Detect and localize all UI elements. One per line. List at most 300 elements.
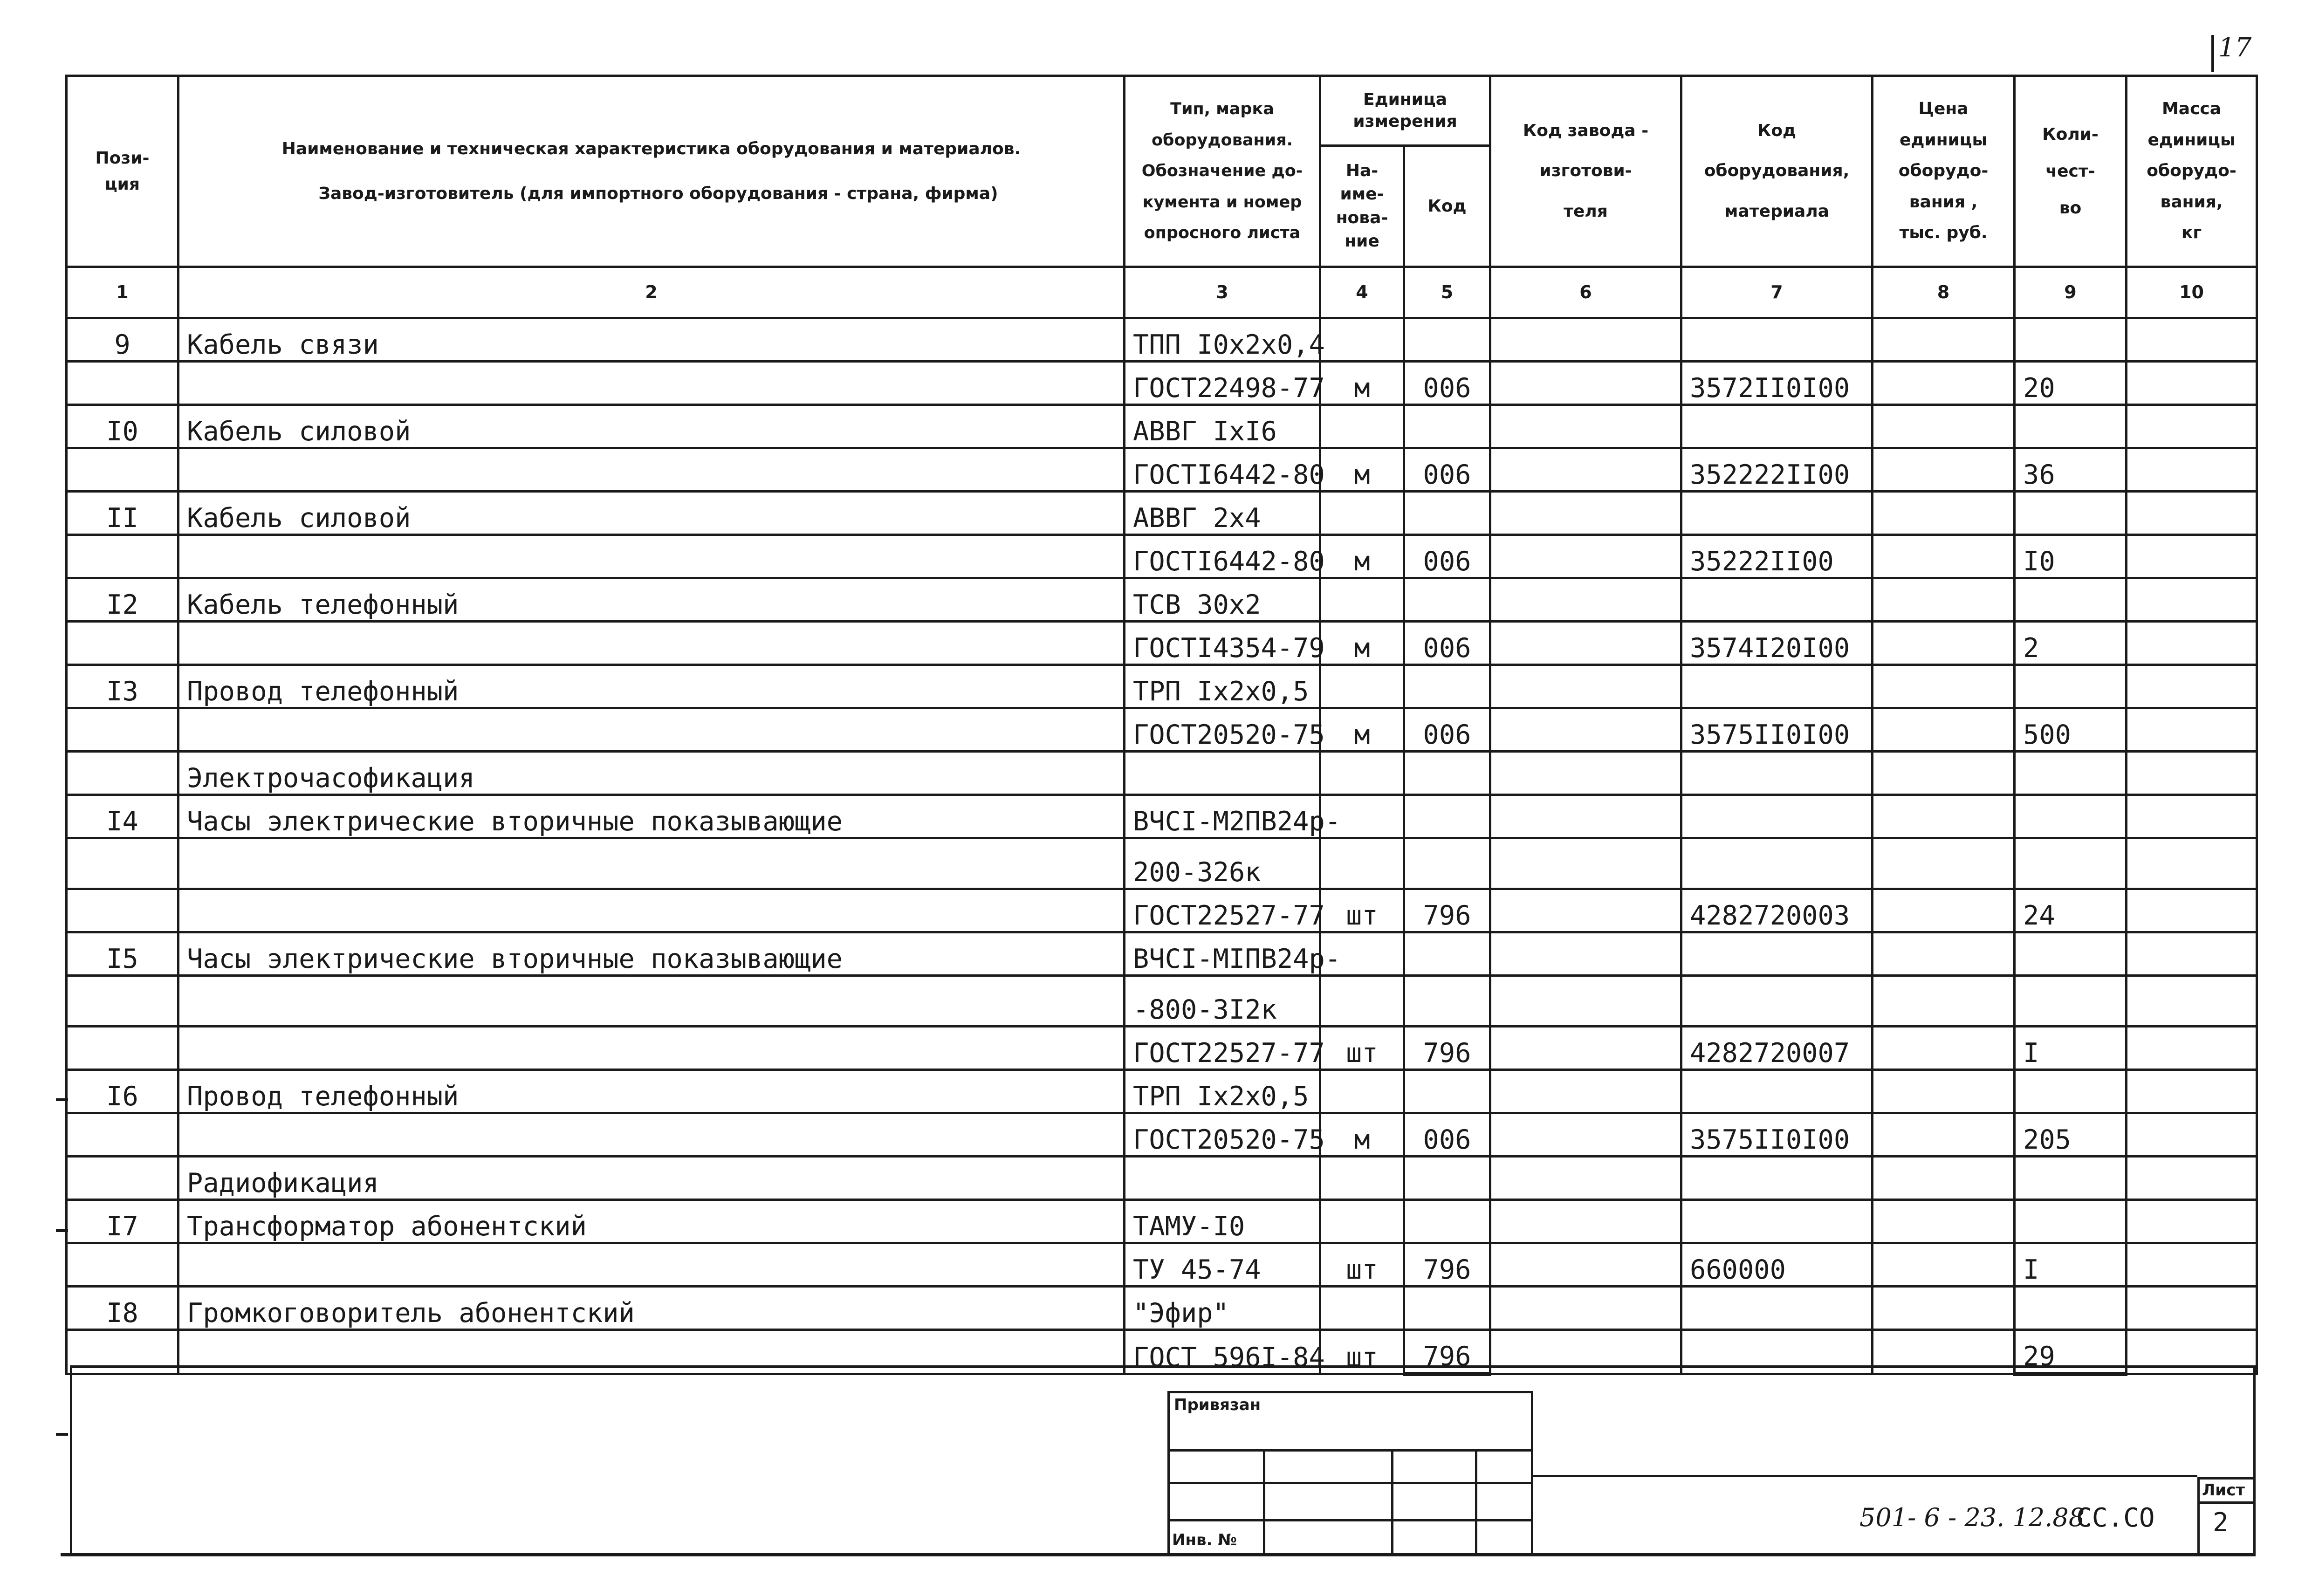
position-cell bbox=[67, 752, 178, 795]
equipment-code-cell: 35222II00 bbox=[1681, 535, 1873, 578]
header-price: Цена единицы оборудо- вания , тыс. руб. bbox=[1873, 76, 2015, 267]
price-cell bbox=[1873, 1157, 2015, 1200]
plant-code-cell bbox=[1490, 665, 1681, 708]
binding-cell bbox=[1263, 1449, 1393, 1484]
unit-code-cell: 796 bbox=[1404, 1243, 1490, 1287]
position-cell bbox=[67, 1243, 178, 1287]
price-cell bbox=[1873, 932, 2015, 976]
unit-name-cell bbox=[1320, 1157, 1404, 1200]
type-cell bbox=[1125, 752, 1320, 795]
type-cell: АВВГ IxI6 bbox=[1125, 405, 1320, 448]
equipment-code-cell: 4282720007 bbox=[1681, 1027, 1873, 1070]
unit-code-cell: 006 bbox=[1404, 362, 1490, 405]
position-cell: I7 bbox=[67, 1200, 178, 1243]
item-name: Часы электрические вторичные показывающие bbox=[178, 932, 1125, 976]
quantity-cell bbox=[2015, 1200, 2127, 1243]
header-name-line1: Наименование и техническая характеристика оборудования и материалов. bbox=[281, 139, 1021, 158]
position-cell bbox=[67, 889, 178, 932]
quantity-cell bbox=[2015, 1070, 2127, 1113]
header-equipment-code: Код оборудования, материала bbox=[1681, 76, 1873, 267]
item-name bbox=[178, 1027, 1125, 1070]
binding-cell bbox=[1263, 1482, 1393, 1521]
mass-cell bbox=[2127, 1243, 2257, 1287]
plant-code-cell bbox=[1490, 932, 1681, 976]
section-title: Электрочасофикация bbox=[178, 752, 1125, 795]
price-cell bbox=[1873, 535, 2015, 578]
unit-code-cell bbox=[1404, 492, 1490, 535]
equipment-code-cell bbox=[1681, 932, 1873, 976]
equipment-code-cell bbox=[1681, 318, 1873, 362]
plant-code-cell bbox=[1490, 1287, 1681, 1330]
unit-name-cell bbox=[1320, 1287, 1404, 1330]
type-cell: ВЧСI-МIПВ24р- bbox=[1125, 932, 1320, 976]
unit-code-cell bbox=[1404, 838, 1490, 889]
table-row bbox=[67, 838, 2257, 889]
position-cell bbox=[67, 448, 178, 492]
unit-code-cell bbox=[1404, 1157, 1490, 1200]
unit-name-cell bbox=[1320, 1070, 1404, 1113]
document-code: 501- 6 - 23. 12.88. bbox=[1859, 1503, 2093, 1532]
header-name bbox=[178, 76, 1125, 267]
plant-code-cell bbox=[1490, 1113, 1681, 1157]
sheet-corner-mark: 17 bbox=[2218, 33, 2252, 63]
header-mass: Масса единицы оборудо- вания, кг bbox=[2127, 76, 2257, 267]
position-cell: I0 bbox=[67, 405, 178, 448]
mass-cell bbox=[2127, 1200, 2257, 1243]
unit-name-cell bbox=[1320, 752, 1404, 795]
position-cell: I4 bbox=[67, 795, 178, 838]
type-cell: 200-326к bbox=[1125, 838, 1320, 889]
mass-cell bbox=[2127, 932, 2257, 976]
quantity-cell bbox=[2015, 492, 2127, 535]
table-row bbox=[67, 362, 2257, 405]
equipment-code-cell: 4282720003 bbox=[1681, 889, 1873, 932]
position-cell bbox=[67, 622, 178, 665]
sheet-box-divider bbox=[2197, 1501, 2256, 1504]
position-cell: I6 bbox=[67, 1070, 178, 1113]
bottom-rule bbox=[61, 1553, 2256, 1556]
equipment-code-cell bbox=[1681, 976, 1873, 1027]
mass-cell bbox=[2127, 795, 2257, 838]
quantity-cell bbox=[2015, 838, 2127, 889]
item-name bbox=[178, 448, 1125, 492]
unit-code-cell bbox=[1404, 318, 1490, 362]
equipment-code-cell: 3572II0I00 bbox=[1681, 362, 1873, 405]
type-cell: ТАМУ-I0 bbox=[1125, 1200, 1320, 1243]
plant-code-cell bbox=[1490, 838, 1681, 889]
price-cell bbox=[1873, 889, 2015, 932]
position-cell: I2 bbox=[67, 578, 178, 622]
table-row bbox=[67, 405, 2257, 448]
unit-name-cell: м bbox=[1320, 708, 1404, 752]
column-number: 7 bbox=[1681, 267, 1873, 318]
mass-cell bbox=[2127, 492, 2257, 535]
specification-body bbox=[67, 318, 2257, 1374]
type-cell: -800-3I2к bbox=[1125, 976, 1320, 1027]
quantity-cell: I bbox=[2015, 1243, 2127, 1287]
column-number: 5 bbox=[1404, 267, 1490, 318]
table-row bbox=[67, 318, 2257, 362]
bound-label: Привязан bbox=[1174, 1396, 1261, 1414]
item-name bbox=[178, 535, 1125, 578]
mass-cell bbox=[2127, 578, 2257, 622]
item-name: Трансформатор абонентский bbox=[178, 1200, 1125, 1243]
position-cell bbox=[67, 708, 178, 752]
equipment-code-cell bbox=[1681, 578, 1873, 622]
type-cell: ТРП Ix2x0,5 bbox=[1125, 1070, 1320, 1113]
header-plant-code: Код завода - изготови- теля bbox=[1490, 76, 1681, 267]
plant-code-cell bbox=[1490, 318, 1681, 362]
section-title: Радиофикация bbox=[178, 1157, 1125, 1200]
table-row bbox=[67, 1243, 2257, 1287]
equipment-code-cell: 3575II0I00 bbox=[1681, 1113, 1873, 1157]
price-cell bbox=[1873, 1113, 2015, 1157]
mass-cell bbox=[2127, 535, 2257, 578]
header-unit-code: Код bbox=[1404, 146, 1490, 267]
mass-cell bbox=[2127, 362, 2257, 405]
margin-tick bbox=[56, 1433, 68, 1436]
unit-code-cell: 006 bbox=[1404, 622, 1490, 665]
unit-code-cell: 006 bbox=[1404, 448, 1490, 492]
unit-name-cell bbox=[1320, 578, 1404, 622]
plant-code-cell bbox=[1490, 976, 1681, 1027]
binding-cell bbox=[1475, 1519, 1533, 1556]
price-cell bbox=[1873, 318, 2015, 362]
sheet-number: 2 bbox=[2213, 1507, 2229, 1538]
item-name: Кабель силовой bbox=[178, 492, 1125, 535]
table-row bbox=[67, 665, 2257, 708]
price-cell bbox=[1873, 1070, 2015, 1113]
mass-cell bbox=[2127, 405, 2257, 448]
unit-name-cell: м bbox=[1320, 535, 1404, 578]
mass-cell bbox=[2127, 752, 2257, 795]
table-row bbox=[67, 1200, 2257, 1243]
quantity-cell bbox=[2015, 976, 2127, 1027]
equipment-code-cell: 3574I20I00 bbox=[1681, 622, 1873, 665]
binding-cell bbox=[1167, 1449, 1265, 1484]
unit-code-cell bbox=[1404, 405, 1490, 448]
item-name: Провод телефонный bbox=[178, 665, 1125, 708]
margin-tick bbox=[56, 1098, 68, 1101]
unit-name-cell: м bbox=[1320, 362, 1404, 405]
price-cell bbox=[1873, 976, 2015, 1027]
mass-cell bbox=[2127, 708, 2257, 752]
equipment-code-cell bbox=[1681, 1157, 1873, 1200]
equipment-code-cell bbox=[1681, 1070, 1873, 1113]
price-cell bbox=[1873, 708, 2015, 752]
unit-code-cell bbox=[1404, 1200, 1490, 1243]
unit-name-cell bbox=[1320, 976, 1404, 1027]
quantity-cell bbox=[2015, 1157, 2127, 1200]
column-number: 6 bbox=[1490, 267, 1681, 318]
quantity-cell bbox=[2015, 795, 2127, 838]
unit-code-cell bbox=[1404, 976, 1490, 1027]
margin-tick bbox=[56, 1229, 68, 1232]
header-type: Тип, марка оборудования. Обозначение до- кумента и номер опросного листа bbox=[1125, 76, 1320, 267]
price-cell bbox=[1873, 405, 2015, 448]
section-row bbox=[67, 1157, 2257, 1200]
column-number: 2 bbox=[178, 267, 1125, 318]
table-row bbox=[67, 708, 2257, 752]
plant-code-cell bbox=[1490, 448, 1681, 492]
type-cell: ТПП I0x2x0,4 bbox=[1125, 318, 1320, 362]
unit-code-cell: 796 bbox=[1404, 889, 1490, 932]
price-cell bbox=[1873, 795, 2015, 838]
mass-cell bbox=[2127, 976, 2257, 1027]
quantity-cell: 500 bbox=[2015, 708, 2127, 752]
quantity-cell: 2 bbox=[2015, 622, 2127, 665]
quantity-cell bbox=[2015, 932, 2127, 976]
plant-code-cell bbox=[1490, 708, 1681, 752]
position-cell: I8 bbox=[67, 1287, 178, 1330]
price-cell bbox=[1873, 622, 2015, 665]
plant-code-cell bbox=[1490, 1070, 1681, 1113]
binding-cell bbox=[1475, 1449, 1533, 1484]
position-cell: II bbox=[67, 492, 178, 535]
item-name: Кабель связи bbox=[178, 318, 1125, 362]
unit-code-cell bbox=[1404, 932, 1490, 976]
item-name bbox=[178, 1243, 1125, 1287]
plant-code-cell bbox=[1490, 1027, 1681, 1070]
price-cell bbox=[1873, 1027, 2015, 1070]
plant-code-cell bbox=[1490, 535, 1681, 578]
table-row bbox=[67, 1027, 2257, 1070]
unit-code-cell: 006 bbox=[1404, 535, 1490, 578]
position-cell bbox=[67, 1113, 178, 1157]
price-cell bbox=[1873, 665, 2015, 708]
unit-code-cell bbox=[1404, 752, 1490, 795]
equipment-code-cell bbox=[1681, 1200, 1873, 1243]
type-cell: ТРП Ix2x0,5 bbox=[1125, 665, 1320, 708]
table-row bbox=[67, 1113, 2257, 1157]
column-number: 1 bbox=[67, 267, 178, 318]
item-name bbox=[178, 976, 1125, 1027]
item-name bbox=[178, 622, 1125, 665]
price-cell bbox=[1873, 578, 2015, 622]
price-cell bbox=[1873, 838, 2015, 889]
type-cell: ТУ 45-74 bbox=[1125, 1243, 1320, 1287]
column-number: 9 bbox=[2015, 267, 2127, 318]
quantity-cell bbox=[2015, 1287, 2127, 1330]
table-row bbox=[67, 976, 2257, 1027]
mass-cell bbox=[2127, 1157, 2257, 1200]
table-row bbox=[67, 535, 2257, 578]
column-number: 10 bbox=[2127, 267, 2257, 318]
unit-name-cell bbox=[1320, 318, 1404, 362]
type-cell: ГОСТI6442-80 bbox=[1125, 535, 1320, 578]
sheet-label: Лист bbox=[2202, 1481, 2245, 1500]
unit-code-cell bbox=[1404, 1287, 1490, 1330]
position-cell bbox=[67, 976, 178, 1027]
item-name bbox=[178, 838, 1125, 889]
title-block-rule bbox=[1533, 1475, 2197, 1477]
equipment-code-cell bbox=[1681, 838, 1873, 889]
price-cell bbox=[1873, 1200, 2015, 1243]
unit-name-cell bbox=[1320, 838, 1404, 889]
equipment-code-cell: 3575II0I00 bbox=[1681, 708, 1873, 752]
unit-name-cell bbox=[1320, 405, 1404, 448]
column-number: 8 bbox=[1873, 267, 2015, 318]
unit-name-cell: м bbox=[1320, 448, 1404, 492]
quantity-cell: I0 bbox=[2015, 535, 2127, 578]
item-name: Громкоговоритель абонентский bbox=[178, 1287, 1125, 1330]
unit-name-cell bbox=[1320, 665, 1404, 708]
position-cell bbox=[67, 1157, 178, 1200]
position-cell bbox=[67, 362, 178, 405]
unit-code-cell bbox=[1404, 665, 1490, 708]
mass-cell bbox=[2127, 318, 2257, 362]
equipment-code-cell bbox=[1681, 1287, 1873, 1330]
price-cell bbox=[1873, 448, 2015, 492]
table-row bbox=[67, 795, 2257, 838]
item-name: Часы электрические вторичные показывающие bbox=[178, 795, 1125, 838]
plant-code-cell bbox=[1490, 622, 1681, 665]
item-name: Провод телефонный bbox=[178, 1070, 1125, 1113]
header-quantity: Коли- чест- во bbox=[2015, 76, 2127, 267]
type-cell: ВЧСI-М2ПВ24р- bbox=[1125, 795, 1320, 838]
header-unit-group: Единица измерения bbox=[1320, 76, 1490, 146]
unit-name-cell: м bbox=[1320, 622, 1404, 665]
table-row bbox=[67, 622, 2257, 665]
plant-code-cell bbox=[1490, 1243, 1681, 1287]
quantity-cell: 20 bbox=[2015, 362, 2127, 405]
table-row bbox=[67, 889, 2257, 932]
table-row bbox=[67, 448, 2257, 492]
mass-cell bbox=[2127, 665, 2257, 708]
plant-code-cell bbox=[1490, 1200, 1681, 1243]
binding-cell bbox=[1391, 1482, 1477, 1521]
item-name: Кабель телефонный bbox=[178, 578, 1125, 622]
quantity-cell: 36 bbox=[2015, 448, 2127, 492]
mass-cell bbox=[2127, 1027, 2257, 1070]
equipment-code-cell: 352222II00 bbox=[1681, 448, 1873, 492]
corner-tick-mark bbox=[2211, 35, 2214, 72]
section-row bbox=[67, 752, 2257, 795]
price-cell bbox=[1873, 362, 2015, 405]
unit-name-cell: шт bbox=[1320, 1330, 1404, 1374]
type-cell: ГОСТI6442-80 bbox=[1125, 448, 1320, 492]
plant-code-cell bbox=[1490, 405, 1681, 448]
mass-cell bbox=[2127, 448, 2257, 492]
position-cell: I3 bbox=[67, 665, 178, 708]
header-unit-name: На- име- нова- ние bbox=[1320, 146, 1404, 267]
table-row bbox=[67, 1070, 2257, 1113]
plant-code-cell bbox=[1490, 889, 1681, 932]
plant-code-cell bbox=[1490, 492, 1681, 535]
unit-code-cell: 796 bbox=[1404, 1027, 1490, 1070]
item-name: Кабель силовой bbox=[178, 405, 1125, 448]
price-cell bbox=[1873, 752, 2015, 795]
unit-code-cell bbox=[1404, 578, 1490, 622]
binding-cell bbox=[1475, 1482, 1533, 1521]
mass-cell bbox=[2127, 889, 2257, 932]
quantity-cell: 24 bbox=[2015, 889, 2127, 932]
mass-cell bbox=[2127, 1113, 2257, 1157]
mass-cell bbox=[2127, 622, 2257, 665]
unit-code-cell: 796 bbox=[1404, 1330, 1490, 1374]
type-cell: ГОСТ22498-77 bbox=[1125, 362, 1320, 405]
table-row bbox=[67, 578, 2257, 622]
position-cell bbox=[67, 838, 178, 889]
binding-cell bbox=[1263, 1519, 1393, 1556]
table-row bbox=[67, 492, 2257, 535]
binding-stamp bbox=[1167, 1391, 1533, 1556]
unit-code-cell: 006 bbox=[1404, 1113, 1490, 1157]
plant-code-cell bbox=[1490, 795, 1681, 838]
price-cell bbox=[1873, 1243, 2015, 1287]
binding-cell bbox=[1391, 1449, 1477, 1484]
equipment-code-cell bbox=[1681, 665, 1873, 708]
item-name bbox=[178, 362, 1125, 405]
mass-cell bbox=[2127, 1070, 2257, 1113]
equipment-code-cell bbox=[1681, 795, 1873, 838]
header-name-line2: Завод-изготовитель (для импортного оборудования - страна, фирма) bbox=[318, 184, 998, 203]
position-cell bbox=[67, 535, 178, 578]
type-cell: ГОСТ 596I-84 bbox=[1125, 1330, 1320, 1374]
price-cell bbox=[1873, 1287, 2015, 1330]
column-number-row bbox=[67, 267, 2257, 318]
quantity-cell: 205 bbox=[2015, 1113, 2127, 1157]
unit-name-cell: м bbox=[1320, 1113, 1404, 1157]
type-cell: ГОСТI4354-79 bbox=[1125, 622, 1320, 665]
type-cell bbox=[1125, 1157, 1320, 1200]
quantity-cell bbox=[2015, 405, 2127, 448]
plant-code-cell bbox=[1490, 578, 1681, 622]
plant-code-cell bbox=[1490, 362, 1681, 405]
table-row bbox=[67, 1287, 2257, 1330]
column-number: 3 bbox=[1125, 267, 1320, 318]
item-name bbox=[178, 1113, 1125, 1157]
specification-table bbox=[65, 75, 2258, 1376]
equipment-code-cell bbox=[1681, 405, 1873, 448]
quantity-cell bbox=[2015, 665, 2127, 708]
item-name bbox=[178, 708, 1125, 752]
plant-code-cell bbox=[1490, 752, 1681, 795]
unit-name-cell bbox=[1320, 492, 1404, 535]
type-cell: ГОСТ22527-77 bbox=[1125, 889, 1320, 932]
binding-cell bbox=[1391, 1519, 1477, 1556]
unit-name-cell bbox=[1320, 1200, 1404, 1243]
unit-name-cell: шт bbox=[1320, 1027, 1404, 1070]
type-cell: "Эфир" bbox=[1125, 1287, 1320, 1330]
price-cell bbox=[1873, 492, 2015, 535]
equipment-code-cell: 660000 bbox=[1681, 1243, 1873, 1287]
unit-code-cell: 006 bbox=[1404, 708, 1490, 752]
unit-code-cell bbox=[1404, 795, 1490, 838]
position-cell: 9 bbox=[67, 318, 178, 362]
quantity-cell: 29 bbox=[2015, 1330, 2127, 1374]
item-name bbox=[178, 889, 1125, 932]
unit-code-cell bbox=[1404, 1070, 1490, 1113]
unit-name-cell: шт bbox=[1320, 889, 1404, 932]
position-cell: I5 bbox=[67, 932, 178, 976]
table-row bbox=[67, 932, 2257, 976]
type-cell: ГОСТ20520-75 bbox=[1125, 708, 1320, 752]
binding-cell bbox=[1167, 1482, 1265, 1521]
equipment-code-cell bbox=[1681, 492, 1873, 535]
type-cell: ГОСТ22527-77 bbox=[1125, 1027, 1320, 1070]
unit-name-cell: шт bbox=[1320, 1243, 1404, 1287]
quantity-cell bbox=[2015, 578, 2127, 622]
column-number: 4 bbox=[1320, 267, 1404, 318]
plant-code-cell bbox=[1490, 1157, 1681, 1200]
type-cell: ТСВ 30x2 bbox=[1125, 578, 1320, 622]
document-mark: СС.СО bbox=[2076, 1503, 2155, 1533]
mass-cell bbox=[2127, 1287, 2257, 1330]
mass-cell bbox=[2127, 838, 2257, 889]
equipment-code-cell bbox=[1681, 752, 1873, 795]
header-position: Пози- ция bbox=[67, 76, 178, 267]
